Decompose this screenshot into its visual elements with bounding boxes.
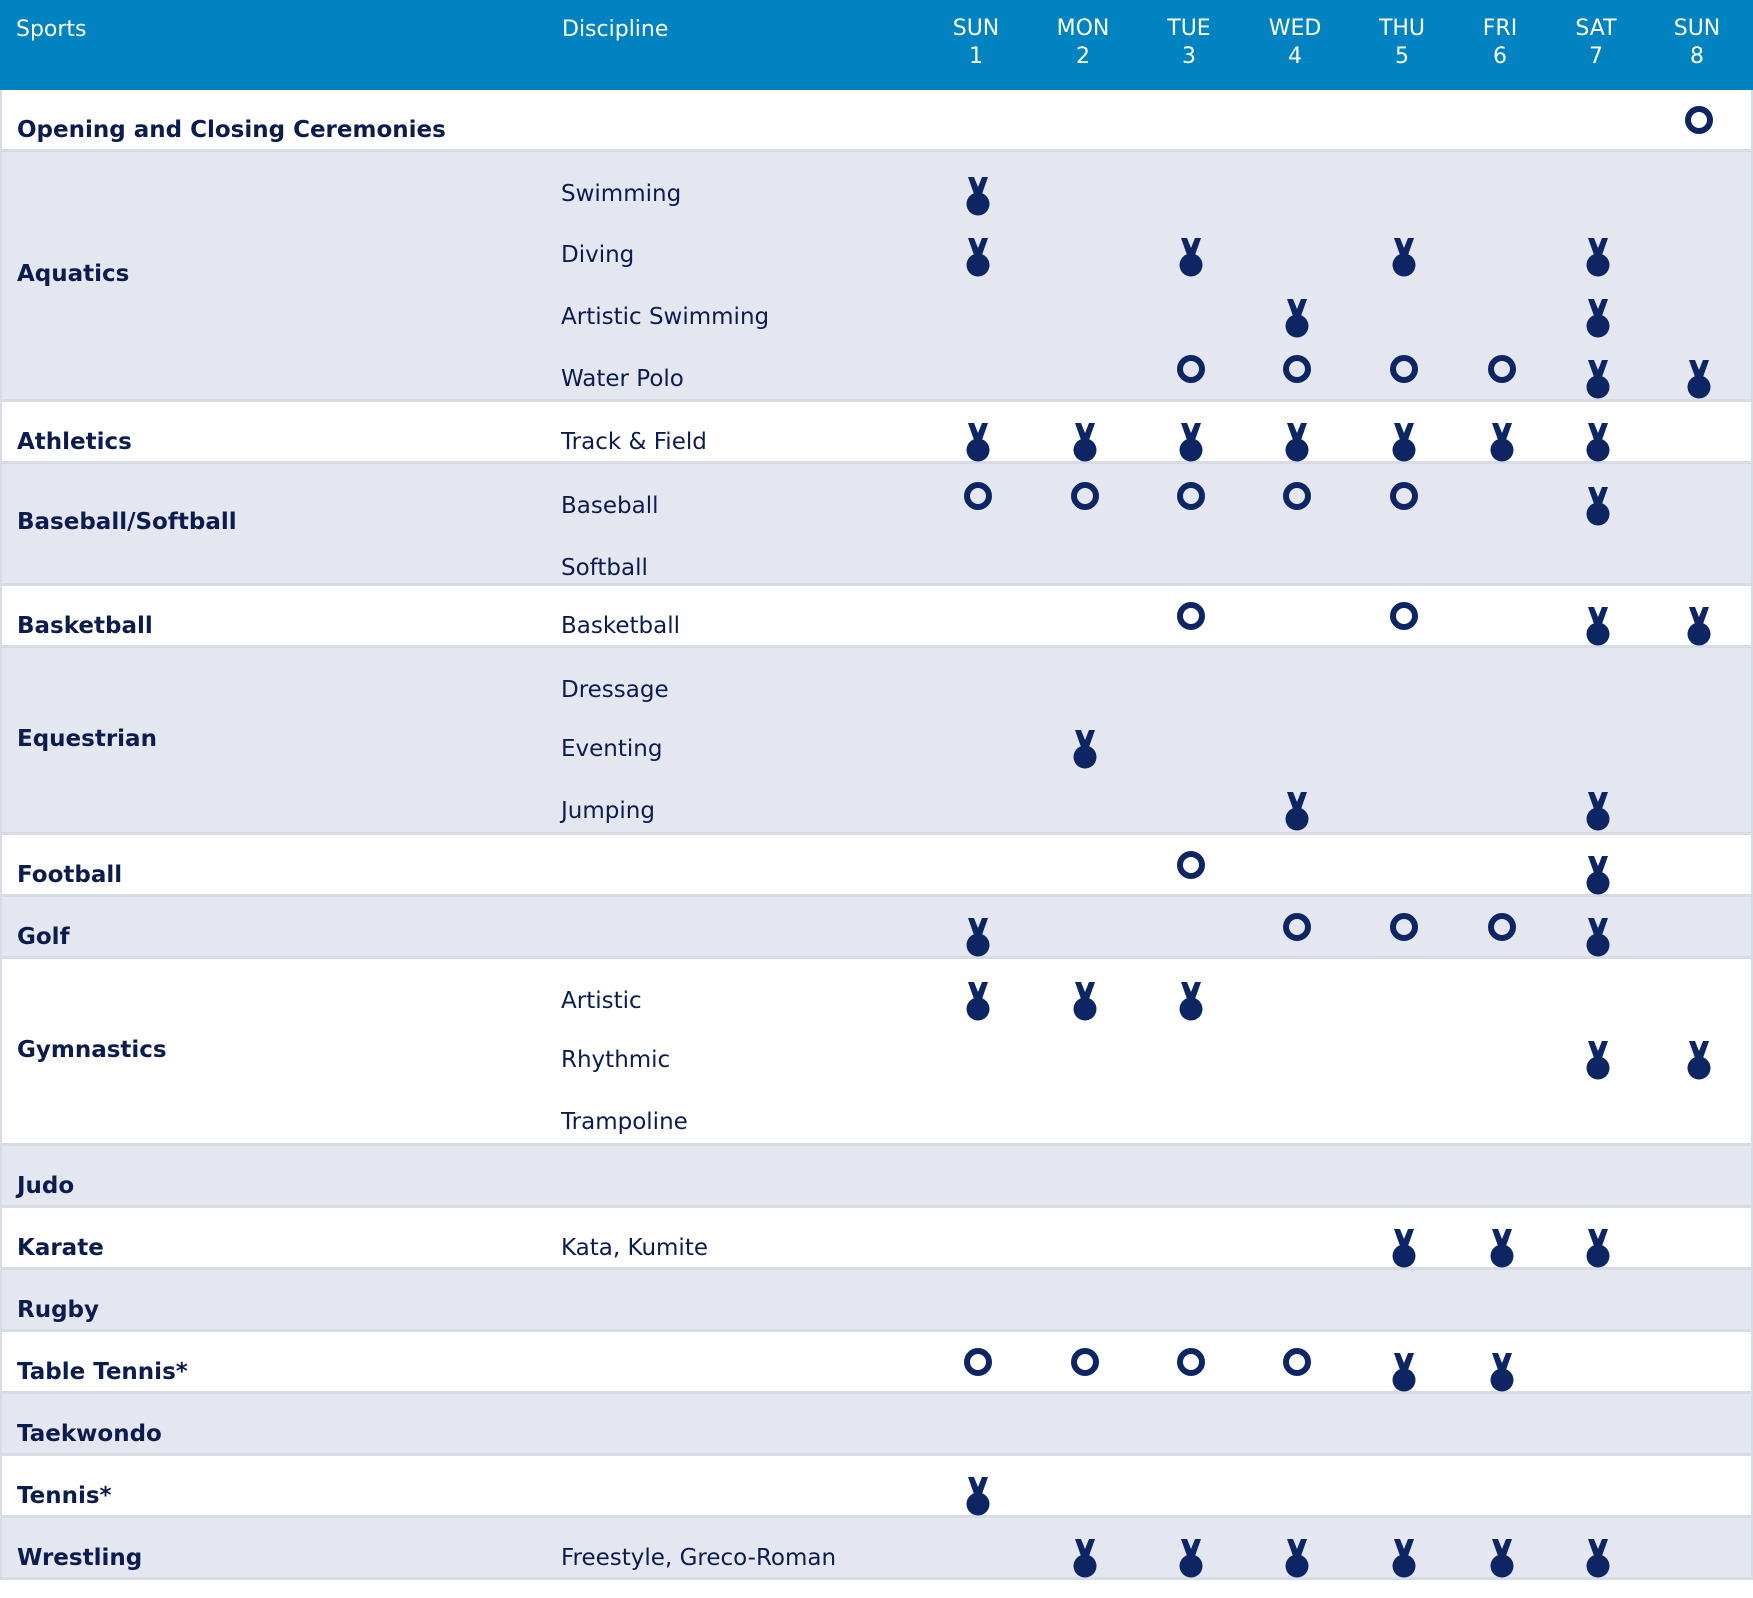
medal-icon [1686, 1041, 1712, 1081]
medal-icon [1585, 360, 1611, 400]
medal-icon [1178, 982, 1204, 1022]
sport-name: Table Tennis* [17, 1359, 188, 1385]
ring-icon [1282, 912, 1312, 942]
day-header [1250, 15, 1340, 71]
medal-icon [1489, 1229, 1515, 1269]
ring-icon [963, 481, 993, 511]
day-date: 8 [1690, 44, 1704, 69]
ring-icon [1070, 481, 1100, 511]
medal-icon [1686, 607, 1712, 647]
sport-name: Aquatics [17, 261, 130, 287]
discipline-name: Track & Field [561, 429, 707, 455]
medal-icon [965, 177, 991, 217]
medal-icon [1585, 423, 1611, 463]
medal-icon [1585, 1229, 1611, 1269]
sport-name: Athletics [17, 429, 132, 455]
discipline-name: Diving [561, 242, 635, 268]
ring-icon [1176, 481, 1206, 511]
day-date: 1 [969, 44, 983, 69]
day-of-week: SUN [952, 16, 1000, 41]
discipline-name: Kata, Kumite [561, 1235, 708, 1261]
sport-name: Basketball [17, 613, 153, 639]
medal-icon [965, 1477, 991, 1517]
discipline-name: Baseball [561, 493, 659, 519]
day-date: 4 [1288, 44, 1302, 69]
medal-icon [1284, 423, 1310, 463]
day-date: 5 [1395, 44, 1409, 69]
day-of-week: WED [1268, 16, 1322, 41]
ring-icon [1389, 601, 1419, 631]
medal-icon [1585, 238, 1611, 278]
sport-name: Judo [17, 1173, 75, 1199]
discipline-name: Rhythmic [561, 1047, 671, 1073]
ring-icon [1487, 354, 1517, 384]
discipline-name: Jumping [561, 798, 655, 824]
medal-icon [1585, 1539, 1611, 1579]
discipline-name: Swimming [561, 181, 682, 207]
ring-icon [1176, 850, 1206, 880]
sport-name: Opening and Closing Ceremonies [17, 117, 446, 143]
medal-icon [1284, 1539, 1310, 1579]
sport-row [0, 1394, 1753, 1456]
day-of-week: TUE [1167, 16, 1211, 41]
sport-row [0, 1270, 1753, 1332]
sport-row [0, 90, 1753, 152]
ring-icon [1070, 1347, 1100, 1377]
ring-icon [1487, 912, 1517, 942]
sport-name: Golf [17, 924, 70, 950]
day-header [1652, 15, 1742, 71]
medal-icon [1178, 423, 1204, 463]
day-header [1144, 15, 1234, 71]
sport-row [0, 835, 1753, 897]
ring-icon [1176, 601, 1206, 631]
sport-row [0, 1208, 1753, 1270]
sport-row [0, 1456, 1753, 1518]
sport-name: Tennis* [17, 1483, 112, 1509]
sport-row [0, 464, 1753, 586]
sport-row [0, 959, 1753, 1146]
medal-icon [1072, 730, 1098, 770]
sport-name: Rugby [17, 1297, 100, 1323]
discipline-name: Freestyle, Greco-Roman [561, 1545, 837, 1571]
medal-icon [1585, 856, 1611, 896]
medal-icon [1585, 792, 1611, 832]
ring-icon [1389, 481, 1419, 511]
discipline-name: Basketball [561, 613, 680, 639]
medal-icon [1178, 238, 1204, 278]
sport-row [0, 1518, 1753, 1580]
day-date: 7 [1589, 44, 1603, 69]
medal-icon [1072, 423, 1098, 463]
table-header [0, 0, 1753, 90]
day-header [1455, 15, 1545, 71]
ring-icon [1684, 105, 1714, 135]
medal-icon [1585, 607, 1611, 647]
discipline-name: Softball [561, 555, 648, 581]
sports-column-header: Sports [16, 17, 87, 42]
medal-icon [1284, 299, 1310, 339]
medal-icon [1391, 423, 1417, 463]
sport-name: Gymnastics [17, 1037, 167, 1063]
medal-icon [1489, 423, 1515, 463]
day-header [1038, 15, 1128, 71]
ring-icon [1282, 481, 1312, 511]
sport-row [0, 1332, 1753, 1394]
discipline-column-header: Discipline [562, 17, 669, 42]
day-header [931, 15, 1021, 71]
ring-icon [1282, 354, 1312, 384]
medal-icon [1489, 1539, 1515, 1579]
ring-icon [963, 1347, 993, 1377]
sport-row [0, 152, 1753, 402]
medal-icon [965, 982, 991, 1022]
ring-icon [1282, 1347, 1312, 1377]
medal-icon [1585, 299, 1611, 339]
sport-row [0, 402, 1753, 464]
discipline-name: Artistic Swimming [561, 304, 770, 330]
day-date: 6 [1493, 44, 1507, 69]
medal-icon [1391, 1353, 1417, 1393]
day-of-week: SAT [1575, 16, 1617, 41]
ring-icon [1389, 354, 1419, 384]
medal-icon [965, 918, 991, 958]
medal-icon [1585, 487, 1611, 527]
medal-icon [1686, 360, 1712, 400]
medal-icon [1391, 1539, 1417, 1579]
sport-name: Karate [17, 1235, 104, 1261]
medal-icon [1072, 1539, 1098, 1579]
day-date: 3 [1182, 44, 1196, 69]
discipline-name: Eventing [561, 736, 663, 762]
day-of-week: SUN [1673, 16, 1721, 41]
sport-name: Football [17, 862, 123, 888]
ring-icon [1176, 354, 1206, 384]
sport-name: Taekwondo [17, 1421, 162, 1447]
medal-icon [1284, 792, 1310, 832]
medal-icon [1391, 1229, 1417, 1269]
medal-icon [965, 238, 991, 278]
day-of-week: FRI [1482, 16, 1518, 41]
medal-icon [1391, 238, 1417, 278]
day-header [1357, 15, 1447, 71]
sport-name: Equestrian [17, 726, 157, 752]
medal-icon [1585, 1041, 1611, 1081]
sport-name: Baseball/Softball [17, 509, 237, 535]
ring-icon [1389, 912, 1419, 942]
discipline-name: Water Polo [561, 366, 684, 392]
sport-row [0, 897, 1753, 959]
day-header [1551, 15, 1641, 71]
day-date: 2 [1076, 44, 1090, 69]
discipline-name: Dressage [561, 677, 669, 703]
day-of-week: THU [1378, 16, 1426, 41]
medal-icon [1072, 982, 1098, 1022]
medal-icon [965, 423, 991, 463]
ring-icon [1176, 1347, 1206, 1377]
discipline-name: Artistic [561, 988, 642, 1014]
medal-icon [1489, 1353, 1515, 1393]
sport-row [0, 586, 1753, 648]
sport-row [0, 648, 1753, 835]
sport-row [0, 1146, 1753, 1208]
sport-name: Wrestling [17, 1545, 143, 1571]
discipline-name: Trampoline [561, 1109, 688, 1135]
medal-icon [1585, 918, 1611, 958]
medal-icon [1178, 1539, 1204, 1579]
day-of-week: MON [1056, 16, 1110, 41]
